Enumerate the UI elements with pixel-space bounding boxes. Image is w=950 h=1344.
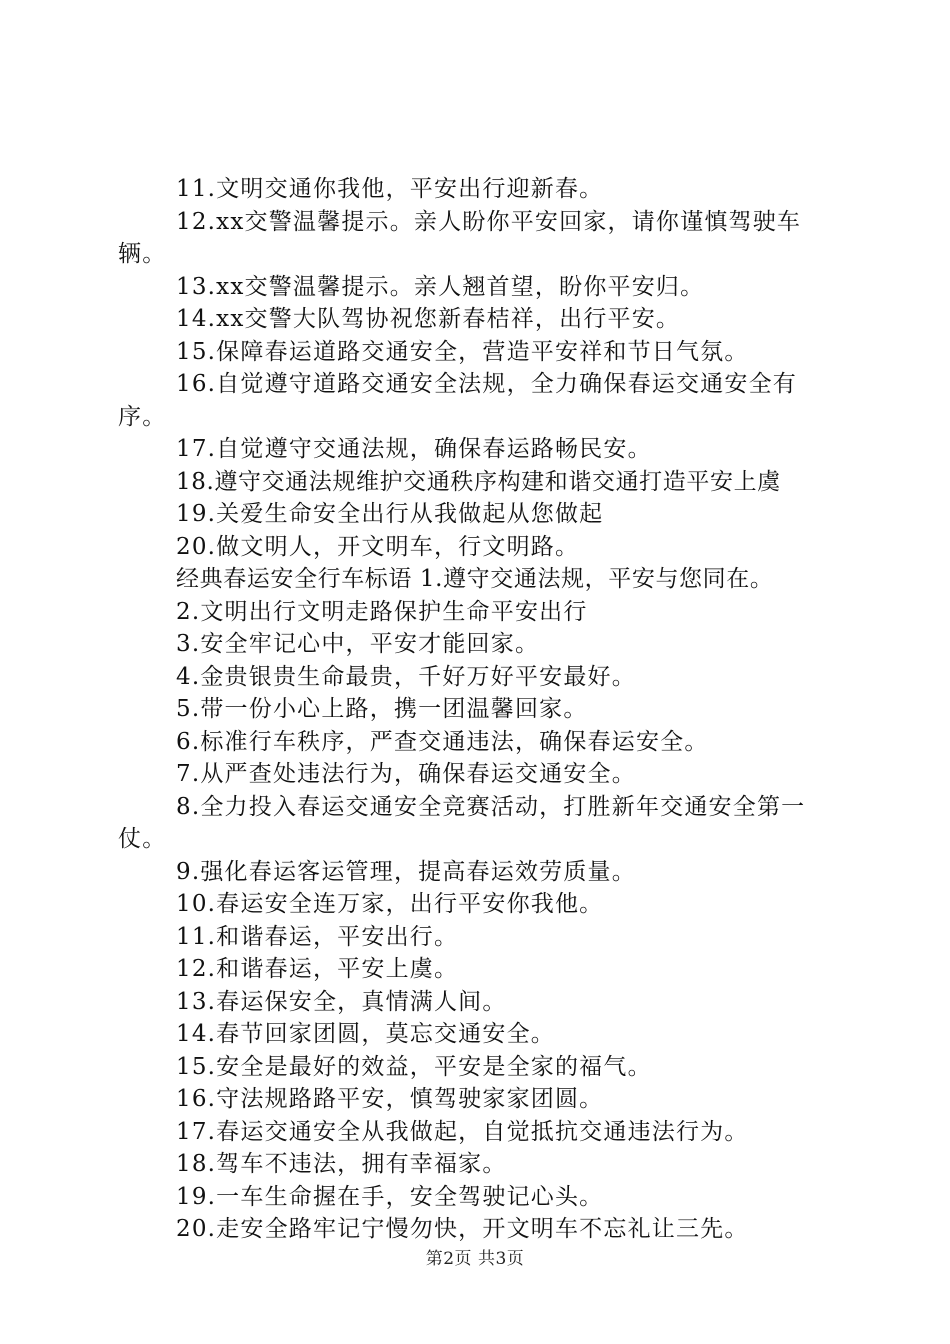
text-line: 14.xx交警大队驾协祝您新春桔祥，出行平安。 — [176, 306, 681, 332]
text-line: 19.一车生命握在手，安全驾驶记心头。 — [176, 1183, 604, 1210]
text-line: 11.和谐春运，平安出行。 — [176, 923, 459, 950]
page-number: 第2页 共3页 — [425, 1249, 525, 1269]
text-line: 8.全力投入春运交通安全竞赛活动，打胜新年交通安全第一仗。 — [118, 793, 806, 852]
text-line: 2.文明出行文明走路保护生命平安出行 — [176, 598, 588, 625]
text-line: 9.强化春运客运管理，提高春运效劳质量。 — [176, 858, 636, 885]
text-line: 4.金贵银贵生命最贵，千好万好平安最好。 — [176, 663, 636, 690]
text-line: 12.和谐春运，平安上虞。 — [176, 956, 459, 982]
text-line: 16.守法规路路平安，慎驾驶家家团圆。 — [176, 1086, 604, 1112]
text-line: 7.从严查处违法行为，确保春运交通安全。 — [176, 761, 636, 787]
text-line: 19.关爱生命安全出行从我做起从您做起 — [176, 501, 604, 527]
text-line: 17.春运交通安全从我做起，自觉抵抗交通违法行为。 — [176, 1118, 749, 1145]
text-line: 13.xx交警温馨提示。亲人翘首望，盼你平安归。 — [176, 273, 705, 300]
text-line: 18.遵守交通法规维护交通秩序构建和谐交通打造平安上虞 — [176, 468, 781, 495]
text-line: 11.文明交通你我他，平安出行迎新春。 — [176, 176, 604, 202]
text-line: 18.驾车不违法，拥有幸福家。 — [176, 1151, 507, 1177]
text-line: 15.保障春运道路交通安全，营造平安祥和节日气氛。 — [176, 338, 749, 365]
section-heading-line: 经典春运安全行车标语 1.遵守交通法规，平安与您同在。 — [176, 566, 774, 592]
text-line: 16.自觉遵守道路交通安全法规，全力确保春运交通安全有序。 — [118, 371, 797, 430]
text-line: 13.春运保安全，真情满人间。 — [176, 988, 507, 1015]
text-line: 17.自觉遵守交通法规，确保春运路畅民安。 — [176, 436, 652, 462]
text-line: 14.春节回家团圆，莫忘交通安全。 — [176, 1021, 555, 1047]
text-line: 5.带一份小心上路，携一团温馨回家。 — [176, 696, 588, 722]
text-line: 12.xx交警温馨提示。亲人盼你平安回家，请你谨慎驾驶车辆。 — [118, 208, 802, 267]
text-line: 20.走安全路牢记宁慢勿快，开文明车不忘礼让三先。 — [176, 1216, 749, 1242]
text-line: 10.春运安全连万家，出行平安你我他。 — [176, 891, 604, 917]
text-line: 6.标准行车秩序，严查交通违法，确保春运安全。 — [176, 728, 709, 755]
document-body — [118, 173, 838, 1246]
text-line: 3.安全牢记心中，平安才能回家。 — [176, 631, 540, 657]
text-line: 15.安全是最好的效益，平安是全家的福气。 — [176, 1053, 652, 1080]
text-line: 20.做文明人，开文明车，行文明路。 — [176, 533, 580, 560]
